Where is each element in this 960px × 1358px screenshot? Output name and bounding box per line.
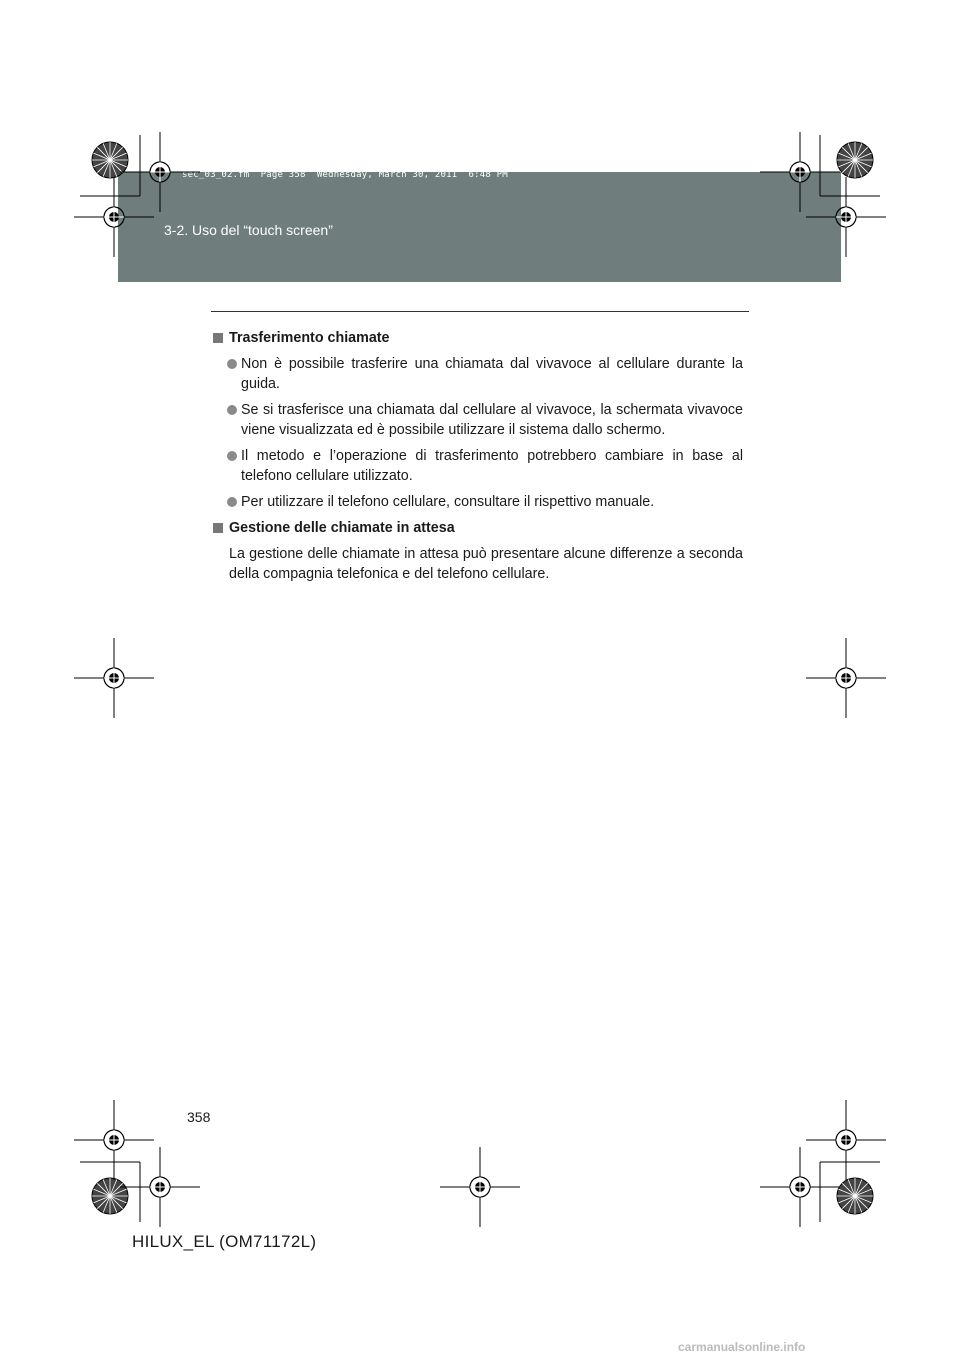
list-item: Per utilizzare il telefono cellulare, consultare il rispettivo manuale. bbox=[213, 492, 743, 512]
page-number: 358 bbox=[187, 1109, 211, 1125]
print-info: sec_03_02.fm Page 358 Wednesday, March 30, 2011 6:48 PM bbox=[182, 170, 508, 180]
watermark: carmanualsonline.info bbox=[678, 1340, 806, 1354]
paragraph: La gestione delle chiamate in attesa può presentare alcune differenze a seconda della compagnia telefonica e del telefono cellulare. bbox=[229, 546, 743, 582]
section-title: 3-2. Uso del “touch screen” bbox=[164, 222, 333, 238]
square-bullet-icon bbox=[213, 523, 223, 533]
round-bullet-icon bbox=[227, 405, 237, 415]
document-code: HILUX_EL (OM71172L) bbox=[132, 1232, 317, 1251]
round-bullet-icon bbox=[227, 359, 237, 369]
round-bullet-icon bbox=[227, 497, 237, 507]
list-item: Non è possibile trasferire una chiamata dal vivavoce al cellulare durante la guida. bbox=[213, 354, 743, 394]
square-bullet-icon bbox=[213, 333, 223, 343]
list-item: Se si trasferisce una chiamata dal cellulare al vivavoce, la schermata vivavoce viene visualizzata ed è possibile utilizzare il sistema dallo schermo. bbox=[213, 400, 743, 440]
section-heading-call-waiting: Gestione delle chiamate in attesa bbox=[213, 518, 743, 538]
section-heading-call-transfer: Trasferimento chiamate bbox=[213, 328, 743, 348]
section-divider bbox=[211, 311, 749, 312]
content-body bbox=[213, 328, 743, 590]
round-bullet-icon bbox=[227, 451, 237, 461]
list-item: Il metodo e l’operazione di trasferimento potrebbero cambiare in base al telefono cellulare utilizzato. bbox=[213, 446, 743, 486]
